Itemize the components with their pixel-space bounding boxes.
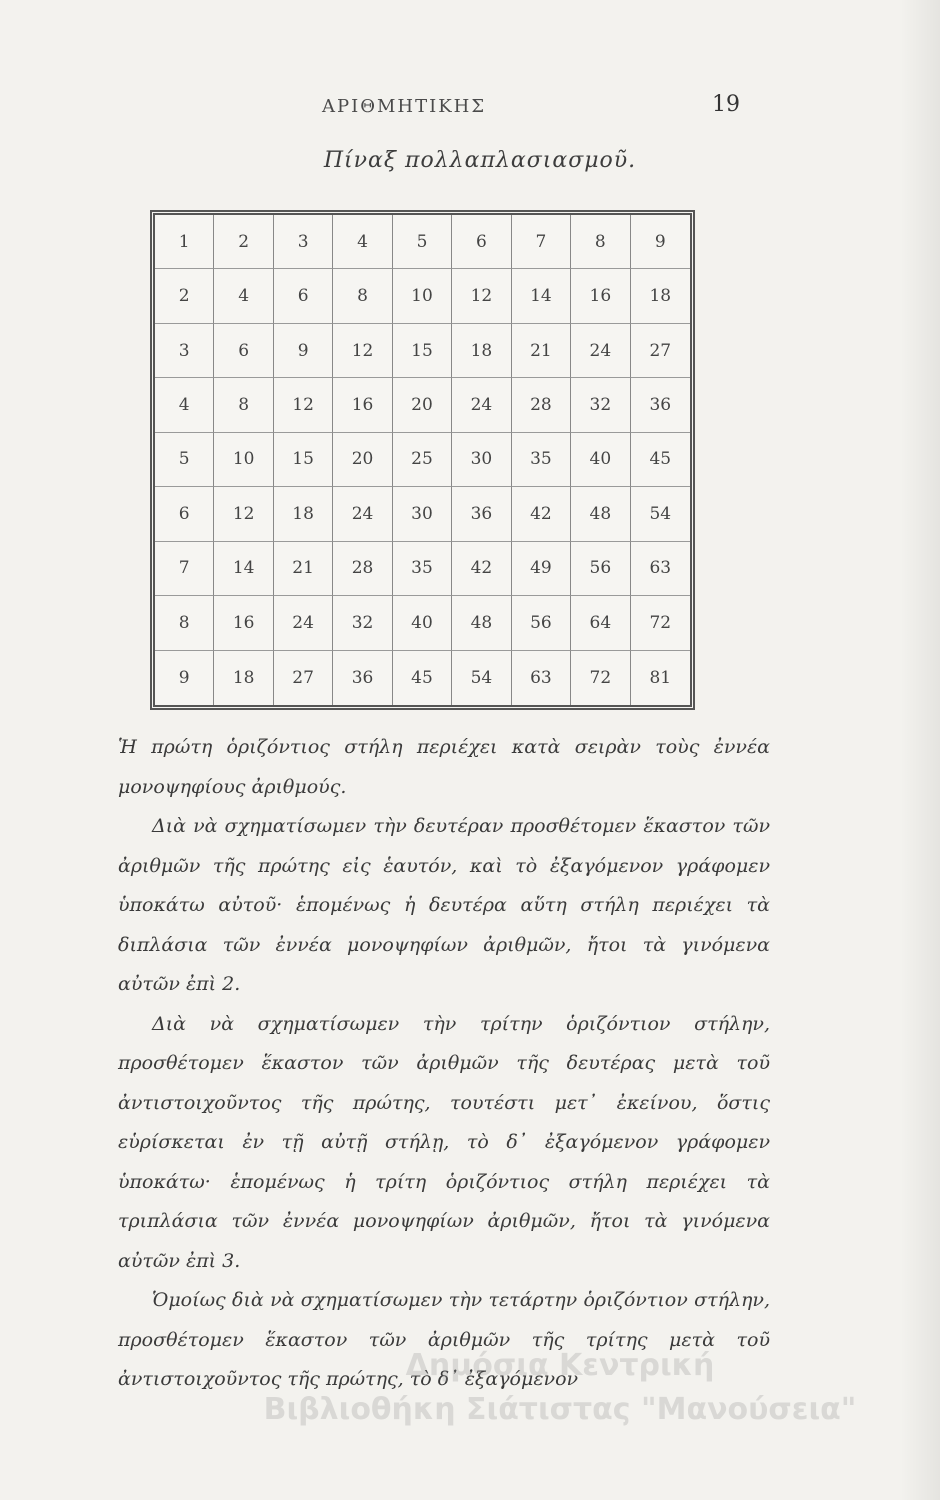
page-number: 19 bbox=[712, 92, 740, 117]
table-cell: 30 bbox=[452, 433, 511, 487]
table-cell: 2 bbox=[155, 269, 214, 323]
table-cell: 56 bbox=[571, 542, 630, 596]
table-cell: 12 bbox=[452, 269, 511, 323]
table-cell: 14 bbox=[512, 269, 571, 323]
table-cell: 25 bbox=[393, 433, 452, 487]
table-cell: 15 bbox=[274, 433, 333, 487]
table-cell: 54 bbox=[452, 651, 511, 705]
table-cell: 3 bbox=[274, 215, 333, 269]
table-cell: 45 bbox=[631, 433, 690, 487]
table-cell: 28 bbox=[512, 378, 571, 432]
table-cell: 8 bbox=[571, 215, 630, 269]
table-cell: 42 bbox=[452, 542, 511, 596]
table-cell: 15 bbox=[393, 324, 452, 378]
table-cell: 40 bbox=[393, 596, 452, 650]
table-cell: 32 bbox=[571, 378, 630, 432]
body-text bbox=[118, 728, 770, 1400]
table-cell: 48 bbox=[571, 487, 630, 541]
table-cell: 21 bbox=[274, 542, 333, 596]
table-cell: 27 bbox=[274, 651, 333, 705]
table-cell: 4 bbox=[155, 378, 214, 432]
table-cell: 6 bbox=[155, 487, 214, 541]
table-cell: 56 bbox=[512, 596, 571, 650]
paragraph: Ὁμοίως διὰ νὰ σχηματίσωμεν τὴν τετάρτην ὁριζόντιον στήλην, προσθέτομεν ἕκαστον τῶν ἀριθμῶν τῆς τρίτης μετὰ τοῦ ἀντιστοιχοῦντος τῆς πρώτης, τὸ δ᾽ ἐξαγόμενον bbox=[118, 1289, 770, 1390]
table-cell: 48 bbox=[452, 596, 511, 650]
running-head: ΑΡΙΘΜΗΤΙΚΗΣ bbox=[322, 96, 487, 117]
table-cell: 6 bbox=[274, 269, 333, 323]
table-cell: 16 bbox=[571, 269, 630, 323]
table-cell: 6 bbox=[214, 324, 273, 378]
table-cell: 8 bbox=[333, 269, 392, 323]
table-cell: 24 bbox=[274, 596, 333, 650]
table-cell: 18 bbox=[452, 324, 511, 378]
table-cell: 30 bbox=[393, 487, 452, 541]
table-cell: 18 bbox=[214, 651, 273, 705]
table-cell: 24 bbox=[333, 487, 392, 541]
table-cell: 16 bbox=[214, 596, 273, 650]
table-cell: 1 bbox=[155, 215, 214, 269]
page-shadow bbox=[900, 0, 940, 1500]
table-cell: 32 bbox=[333, 596, 392, 650]
table-cell: 3 bbox=[155, 324, 214, 378]
table-cell: 10 bbox=[214, 433, 273, 487]
table-cell: 14 bbox=[214, 542, 273, 596]
table-cell: 12 bbox=[214, 487, 273, 541]
table-cell: 9 bbox=[155, 651, 214, 705]
table-cell: 16 bbox=[333, 378, 392, 432]
table-cell: 12 bbox=[333, 324, 392, 378]
table-cell: 20 bbox=[393, 378, 452, 432]
paragraph: Ἡ πρώτη ὁριζόντιος στήλη περιέχει κατὰ σειρὰν τοὺς ἐννέα μονοψηφίους ἀριθμούς. bbox=[118, 736, 770, 798]
table-cell: 28 bbox=[333, 542, 392, 596]
table-cell: 72 bbox=[571, 651, 630, 705]
table-cell: 64 bbox=[571, 596, 630, 650]
table-cell: 9 bbox=[631, 215, 690, 269]
table-cell: 4 bbox=[333, 215, 392, 269]
table-cell: 49 bbox=[512, 542, 571, 596]
table-cell: 12 bbox=[274, 378, 333, 432]
table-cell: 9 bbox=[274, 324, 333, 378]
table-cell: 18 bbox=[274, 487, 333, 541]
table-cell: 42 bbox=[512, 487, 571, 541]
paragraph: Διὰ νὰ σχηματίσωμεν τὴν δευτέραν προσθέτομεν ἕκαστον τῶν ἀριθμῶν τῆς πρώτης εἰς ἑαυτόν, καὶ τὸ ἐξαγόμενον γράφομεν ὑποκάτω αὐτοῦ· ἑπομένως ἡ δευτέρα αὕτη στήλη περιέχει τὰ διπλάσια τῶν ἐννέα μονοψηφίων ἀριθμῶν, ἤτοι τὰ γινόμενα αὐτῶν ἐπὶ 2. bbox=[118, 815, 770, 995]
table-cell: 35 bbox=[393, 542, 452, 596]
watermark-line: Βιβλιοθήκη Σιάτιστας "Μανούσεια" bbox=[263, 1392, 857, 1427]
table-cell: 7 bbox=[155, 542, 214, 596]
watermark-line: Δημόσια Κεντρική bbox=[405, 1348, 715, 1383]
table-cell: 36 bbox=[452, 487, 511, 541]
table-cell: 27 bbox=[631, 324, 690, 378]
table-cell: 8 bbox=[155, 596, 214, 650]
table-cell: 72 bbox=[631, 596, 690, 650]
table-cell: 36 bbox=[631, 378, 690, 432]
paragraph: Διὰ νὰ σχηματίσωμεν τὴν τρίτην ὁριζόντιον στήλην, προσθέτομεν ἕκαστον τῶν ἀριθμῶν τῆς δευτέρας μετὰ τοῦ ἀντιστοιχοῦντος τῆς πρώτης, τουτέστι μετ᾽ ἐκείνου, ὅστις εὑρίσκεται ἐν τῇ αὐτῇ στήλῃ, τὸ δ᾽ ἐξαγόμενον γράφομεν ὑποκάτω· ἑπομένως ἡ τρίτη ὁριζόντιος στήλη περιέχει τὰ τριπλάσια τῶν ἐννέα μονοψηφίων ἀριθμῶν, ἤτοι τὰ γινόμενα αὐτῶν ἐπὶ 3. bbox=[118, 1012, 770, 1272]
table-cell: 40 bbox=[571, 433, 630, 487]
table-cell: 8 bbox=[214, 378, 273, 432]
table-cell: 45 bbox=[393, 651, 452, 705]
table-cell: 18 bbox=[631, 269, 690, 323]
table-cell: 2 bbox=[214, 215, 273, 269]
page-header bbox=[0, 92, 940, 122]
table-cell: 24 bbox=[571, 324, 630, 378]
library-watermark bbox=[0, 1344, 940, 1432]
table-cell: 81 bbox=[649, 667, 672, 688]
table-cell: 63 bbox=[512, 651, 571, 705]
table-cell: 6 bbox=[452, 215, 511, 269]
table-cell: 10 bbox=[393, 269, 452, 323]
table-cell: 5 bbox=[155, 433, 214, 487]
table-cell: 4 bbox=[214, 269, 273, 323]
table-cell: 7 bbox=[512, 215, 571, 269]
table-cell: 5 bbox=[393, 215, 452, 269]
table-cell: 35 bbox=[512, 433, 571, 487]
table-cell: 36 bbox=[333, 651, 392, 705]
multiplication-table bbox=[150, 210, 695, 710]
table-title: Πίναξ πολλαπλασιασμοῦ. bbox=[323, 148, 637, 173]
table-cell: 63 bbox=[631, 542, 690, 596]
table-cell: 54 bbox=[631, 487, 690, 541]
table-cell: 24 bbox=[452, 378, 511, 432]
table-cell: 21 bbox=[512, 324, 571, 378]
table-cell: 20 bbox=[333, 433, 392, 487]
